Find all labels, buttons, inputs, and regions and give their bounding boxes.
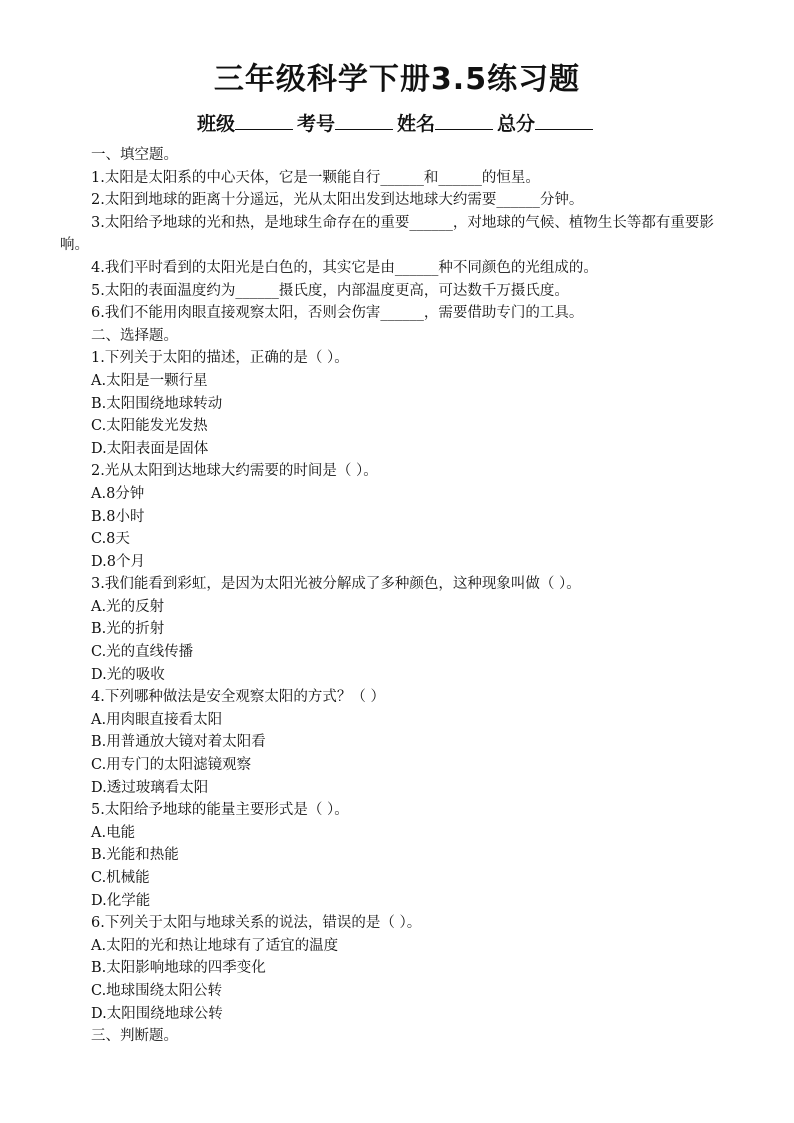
choice-option: C.光的直线传播 [91, 644, 194, 661]
choice-option: A.太阳是一颗行星 [91, 372, 208, 389]
choice-option: B.太阳围绕地球转动 [91, 395, 223, 412]
worksheet-content [60, 144, 740, 1048]
section-heading: 三、判断题。 [91, 1028, 178, 1045]
choice-question-stem: 2.光从太阳到达地球大约需要的时间是（ ）。 [91, 463, 378, 480]
section-heading: 二、选择题。 [91, 327, 178, 344]
field-label: 班级 [196, 113, 235, 135]
choice-option: B.用普通放大镜对着太阳看 [91, 734, 266, 751]
choice-option: D.8个月 [91, 553, 145, 570]
choice-option: C.8天 [91, 531, 130, 548]
exam-number-field [297, 111, 397, 137]
choice-option: B.8小时 [91, 508, 145, 525]
choice-option: A.光的反射 [91, 598, 165, 615]
fill-question: 1.太阳是太阳系的中心天体，它是一颗能自行______和______的恒星。 [91, 169, 540, 186]
choice-option: D.太阳表面是固体 [91, 440, 209, 457]
field-label: 总分 [497, 113, 536, 135]
choice-option: B.太阳影响地球的四季变化 [91, 960, 266, 977]
choice-option: A.8分钟 [91, 485, 145, 502]
choice-option: D.透过玻璃看太阳 [91, 779, 209, 796]
choice-option: C.太阳能发光发热 [91, 418, 208, 435]
answer-blank [335, 111, 393, 130]
answer-blank [235, 111, 293, 130]
answer-blank [535, 111, 593, 130]
fill-question: 6.我们不能用肉眼直接观察太阳，否则会伤害______，需要借助专门的工具。 [91, 305, 584, 322]
choice-option: B.光能和热能 [91, 847, 179, 864]
choice-option: C.用专门的太阳滤镜观察 [91, 757, 252, 774]
section-heading: 一、填空题。 [91, 147, 178, 163]
fill-question: 2.太阳到地球的距离十分遥远，光从太阳出发到达地球大约需要______分钟。 [91, 192, 584, 209]
choice-question-stem: 5.太阳给予地球的能量主要形式是（ ）。 [91, 802, 349, 819]
fill-question: 5.太阳的表面温度约为______摄氏度，内部温度更高，可达数千万摄氏度。 [91, 282, 569, 299]
field-label: 考号 [296, 113, 335, 135]
choice-question-stem: 3.我们能看到彩虹，是因为太阳光被分解成了多种颜色，这种现象叫做（ ）。 [91, 576, 581, 593]
choice-option: B.光的折射 [91, 621, 165, 638]
choice-question-stem: 6.下列关于太阳与地球关系的说法，错误的是（ ）。 [91, 915, 422, 932]
name-field [397, 111, 497, 137]
fill-question: 3.太阳给予地球的光和热，是地球生命存在的重要______，对地球的气候、植物生长等都有重要影响。 [60, 214, 714, 254]
choice-option: A.电能 [91, 824, 136, 841]
choice-option: D.太阳围绕地球公转 [91, 1005, 223, 1022]
student-info-row [0, 111, 794, 137]
field-label: 姓名 [397, 113, 436, 135]
answer-blank [435, 111, 493, 130]
choice-option: C.机械能 [91, 870, 150, 886]
page-title: 三年级科学下册3.5练习题 [213, 62, 581, 97]
choice-option: A.用肉眼直接看太阳 [91, 711, 223, 728]
total-score-field [497, 111, 597, 137]
choice-option: D.光的吸收 [91, 666, 165, 683]
choice-option: A.太阳的光和热让地球有了适宜的温度 [91, 937, 339, 954]
choice-question-stem: 1.下列关于太阳的描述，正确的是（ ）。 [91, 350, 349, 367]
choice-option: D.化学能 [91, 892, 151, 909]
fill-question: 4.我们平时看到的太阳光是白色的，其实它是由______种不同颜色的光组成的。 [91, 259, 598, 276]
choice-question-stem: 4.下列哪种做法是安全观察太阳的方式？（ ） [91, 689, 385, 706]
choice-option: C.地球围绕太阳公转 [91, 982, 223, 999]
class-field [197, 111, 297, 137]
